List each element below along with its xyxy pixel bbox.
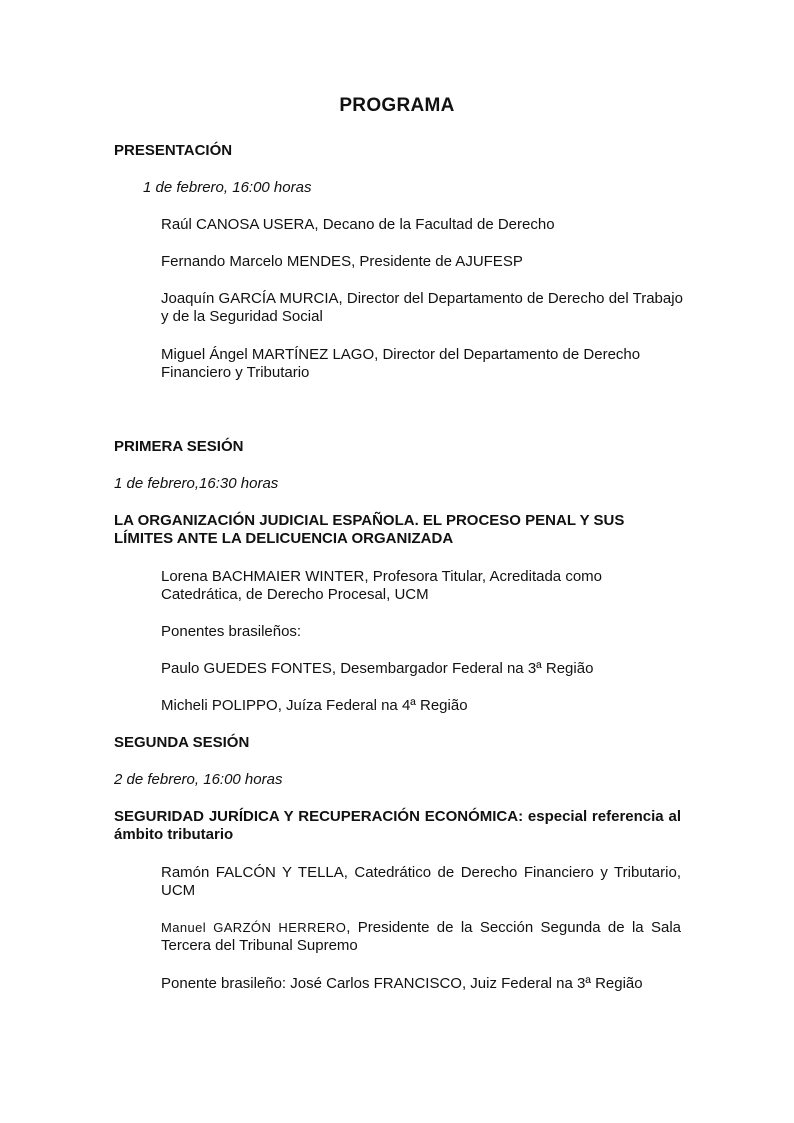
speaker-role: , Presidente de la Sección Segunda de la Sala Tercera del Tribunal Supremo (161, 919, 681, 954)
speaker-line: Micheli POLIPPO, Juíza Federal na 4ª Região (161, 697, 468, 714)
speaker-line: Ponente brasileño: José Carlos FRANCISCO, Juiz Federal na 3ª Região (161, 975, 643, 992)
section-heading-presentacion: PRESENTACIÓN (114, 142, 233, 159)
section-heading-segunda-sesion: SEGUNDA SESIÓN (114, 734, 250, 751)
session-date-segunda: 2 de febrero, 16:00 horas (114, 771, 283, 788)
session-date-primera: 1 de febrero,16:30 horas (114, 475, 279, 492)
speaker-line (161, 919, 681, 955)
speaker-line: Raúl CANOSA USERA, Decano de la Facultad de Derecho (161, 216, 555, 233)
speaker-line: Paulo GUEDES FONTES, Desembargador Federal na 3ª Região (161, 660, 594, 677)
session-date-presentacion: 1 de febrero, 16:00 horas (143, 179, 312, 196)
session-topic-primera: LA ORGANIZACIÓN JUDICIAL ESPAÑOLA. EL PROCESO PENAL Y SUS LÍMITES ANTE LA DELICUENCIA ORGANIZADA (114, 512, 625, 547)
speaker-line: Ponentes brasileños: (161, 623, 302, 640)
speaker-line: Joaquín GARCÍA MURCIA, Director del Departamento de Derecho del Trabajo y de la Seguridad Social (161, 290, 683, 325)
speaker-line: Miguel Ángel MARTÍNEZ LAGO, Director del Departamento de Derecho Financiero y Tributario (161, 346, 641, 381)
speaker-line: Ramón FALCÓN Y TELLA, Catedrático de Derecho Financiero y Tributario, UCM (161, 864, 681, 899)
session-topic-segunda: SEGURIDAD JURÍDICA Y RECUPERACIÓN ECONÓMICA: especial referencia al ámbito tributario (114, 808, 681, 843)
speaker-line: Lorena BACHMAIER WINTER, Profesora Titular, Acreditada como Catedrática, de Derecho Procesal, UCM (161, 568, 602, 603)
page-title: PROGRAMA (339, 95, 455, 116)
speaker-line: Fernando Marcelo MENDES, Presidente de AJUFESP (161, 253, 523, 270)
section-heading-primera-sesion: PRIMERA SESIÓN (114, 438, 244, 455)
speaker-name: Manuel GARZÓN HERRERO (161, 920, 347, 935)
